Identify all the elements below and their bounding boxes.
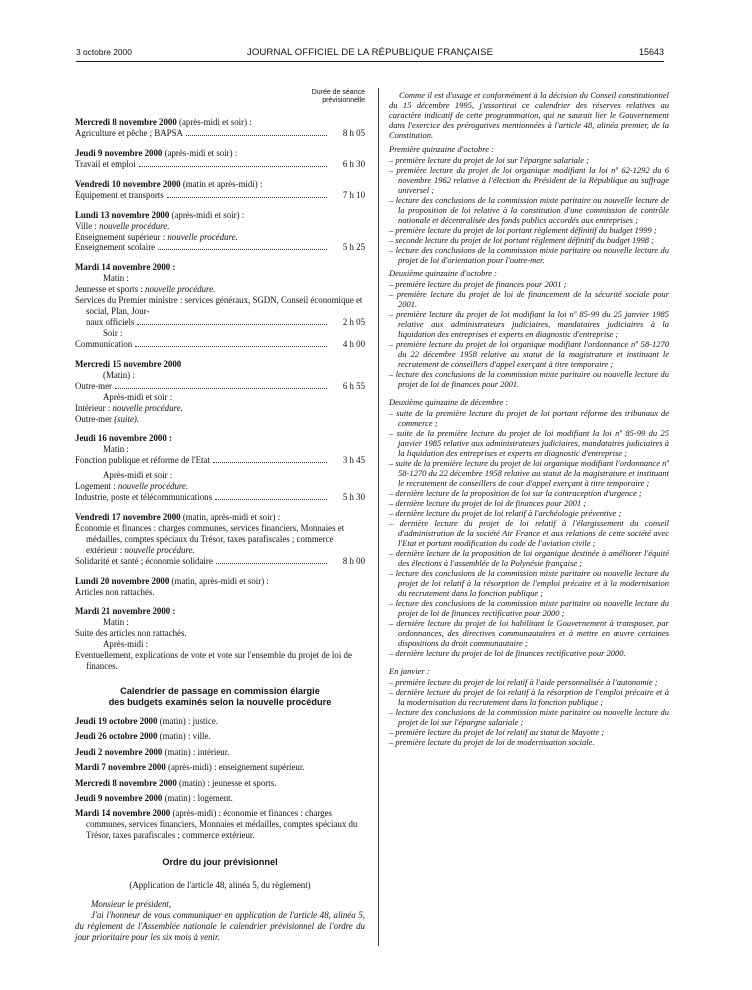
agenda-item: – première lecture du projet de loi de modernisation sociale.: [389, 737, 595, 747]
schedule-day: Jeudi 16 novembre 2000 : Matin : Fonction publique et réforme de l'Etat 3 h 45 Après-midi et soir : Logement : nouvelle procédure. Industrie, poste et télécommunications 5 h 30: [75, 433, 365, 503]
schedule-day: Mardi 14 novembre 2000 : Matin : Jeunesse et sports : nouvelle procédure. Services du Premier ministre : services généraux, SGDN, Conseil économique et social, Plan, Jour- naux officiels 2 h 05 Soir : Communication 4 h 00: [75, 262, 365, 349]
schedule-day: Mercredi 8 novembre 2000 (après-midi et soir) : Agriculture et pêche ; BAPSA 8 h 05: [75, 117, 365, 138]
duration: 5 h 25: [342, 242, 365, 253]
agenda-item: – lecture des conclusions de la commission mixte paritaire ou nouvelle lecture du projet de loi sur l'épargne salariale ;: [389, 707, 669, 727]
agenda-item: – dernière lecture du projet de loi relatif à l'élargissement du conseil d'administration de la société Air France et aux relations de cette société avec l'Etat et portant modification du code de l'aviation civile ;: [389, 518, 669, 548]
agenda-title: Ordre du jour prévisionnel: [162, 857, 278, 868]
calendar-entry: Jeudi 2 novembre 2000 (matin) : intérieur.: [75, 746, 230, 757]
schedule-line: Travail et emploi 6 h 30: [75, 158, 365, 169]
agenda-item: – lecture des conclusions de la commission mixte paritaire ou nouvelle lecture du projet de loi de finances pour 2001.: [389, 369, 669, 389]
agenda-period: [389, 144, 669, 265]
agenda-application-note: (Application de l'article 48, alinéa 5, du règlement): [129, 879, 311, 890]
calendar-entry: Jeudi 26 octobre 2000 (matin) : ville.: [75, 731, 211, 742]
schedule-line: Solidarité et santé ; économie solidaire 8 h 00: [75, 555, 365, 566]
schedule-line: naux officiels 2 h 05: [86, 316, 365, 327]
intro-paragraph: Comme il est d'usage et conformément à la décision du Conseil constitutionnel du 15 décembre 1995, j'assortirai ce calendrier des réserves relatives au caractère indicatif de cette programmation, qui ne saurait lier le Gouvernement dans l'exercice des prérogatives mentionnées à l'article 48, alinéa premier, de la Constitution.: [389, 90, 669, 140]
left-column: [75, 89, 365, 943]
duration: 6 h 55: [342, 380, 365, 391]
agenda-item: – lecture des conclusions de la commission mixte paritaire ou nouvelle lecture du projet de loi de finances rectificative pour 2000 ;: [389, 598, 669, 618]
period-title: Première quinzaine d'octobre :: [389, 144, 494, 154]
agenda-item: – suite de la première lecture du projet de loi portant réforme des tribunaux de commerce ;: [389, 408, 669, 428]
period-title: Deuxième quinzaine d'octobre :: [389, 268, 497, 278]
agenda-item: – dernière lecture de la proposition de loi organique destinée à améliorer l'équité des élections à l'assemblée de la Polynésie française ;: [389, 548, 669, 568]
schedule-line: Agriculture et pêche ; BAPSA 8 h 05: [75, 127, 365, 138]
agenda-item: – suite de la première lecture du projet de loi organique modifiant l'ordonnance nº 58-1270 du 22 décembre 1958 relative au statut de la magistrature et instituant le recrutement de conseillers de cour d'appel exerçant à titre temporaire ;: [389, 458, 669, 488]
agenda-item: – première lecture du projet de loi organique modifiant l'ordonnance nº 58-1270 du 22 décembre 1958 relative au statut de la magistrature et instituant le recrutement de conseillers d'appel exerçant à titre temporaire ;: [389, 339, 669, 369]
header-page-number: 15643: [638, 47, 664, 57]
period-title: En janvier :: [389, 666, 430, 676]
schedule-day: Mercredi 15 novembre 2000 (Matin) : Outre-mer 6 h 55 Après-midi et soir : Intérieur : nouvelle procédure. Outre-mer (suite).: [75, 358, 365, 424]
agenda-period: [389, 397, 669, 658]
calendar-entry: Mardi 7 novembre 2000 (après-midi) : enseignement supérieur.: [75, 762, 305, 773]
header-rule: [76, 61, 664, 62]
commission-calendar-title: Calendrier de passage en commission élargie des budgets examinés selon la nouvelle procédure: [108, 685, 332, 707]
calendar-entry: Jeudi 9 novembre 2000 (matin) : logement.: [75, 792, 233, 803]
schedule-day: Mardi 21 novembre 2000 : Matin : Suite des articles non rattachés. Après-midi : Eventuellement, explications de vote et vote sur l'ensemble du projet de loi de finances.: [75, 606, 352, 671]
letter-body: J'ai l'honneur de vous communiquer en application de l'article 48, alinéa 5, du règlement de l'Assemblée nationale le calendrier prévisionnel de l'ordre du jour prioritaire pour les six mois à venir.: [75, 909, 365, 942]
right-column: [389, 90, 669, 747]
agenda-item: – seconde lecture du projet de loi portant règlement définitif du budget 1998 ;: [389, 235, 654, 245]
duration: 2 h 05: [342, 316, 365, 327]
header-journal-title: JOURNAL OFFICIEL DE LA RÉPUBLIQUE FRANÇAISE: [246, 47, 494, 58]
agenda-period: [389, 268, 669, 389]
agenda-item: – première lecture du projet de loi de financement de la sécurité sociale pour 2001.: [389, 289, 669, 309]
calendar-entry: Mercredi 8 novembre 2000 (matin) : jeunesse et sports.: [75, 777, 277, 788]
schedule-line: Fonction publique et réforme de l'Etat 3 h 45: [75, 455, 365, 466]
duration: 8 h 00: [342, 555, 365, 566]
calendar-entry: Mardi 14 novembre 2000 (après-midi) : économie et finances : charges communes, services financiers, Monnaies et médailles, comptes spéciaux du Trésor, taxes parafiscales ; commerce extérieur.: [75, 808, 358, 841]
duration-column-heading: Durée de séance prévisionnelle: [311, 89, 365, 104]
agenda-item: – première lecture du projet de loi portant règlement définitif du budget 1999 ;: [389, 225, 657, 235]
agenda-item: – première lecture du projet de loi relatif à l'aide personnalisée à l'autonomie ;: [389, 677, 658, 687]
schedule-day: Lundi 13 novembre 2000 (après-midi et soir) : Ville : nouvelle procédure. Enseignement supérieur : nouvelle procédure. Enseignement scolaire 5 h 25: [75, 209, 365, 253]
duration: 3 h 45: [342, 455, 365, 466]
duration: 6 h 30: [342, 158, 365, 169]
agenda-item: – première lecture du projet de loi organique modifiant la loi nº 62-1292 du 6 novembre 1962 relative à l'élection du Président de la République au suffrage universel ;: [389, 165, 669, 195]
period-title: Deuxième quinzaine de décembre :: [389, 397, 509, 407]
schedule-line: Équipement et transports 7 h 10: [75, 189, 365, 200]
schedule-line: Enseignement scolaire 5 h 25: [75, 242, 365, 253]
calendar-entry: Jeudi 19 octobre 2000 (matin) : justice.: [75, 715, 219, 726]
header-date: 3 octobre 2000: [76, 47, 132, 57]
schedule-day: Vendredi 10 novembre 2000 (matin et après-midi) : Équipement et transports 7 h 10: [75, 178, 365, 200]
agenda-item: – dernière lecture du projet de loi de finances pour 2001 ;: [389, 498, 587, 508]
letter-salutation: Monsieur le président,: [91, 898, 172, 909]
agenda-item: – dernière lecture de la proposition de loi sur la contraception d'urgence ;: [389, 488, 642, 498]
agenda-item: – lecture des conclusions de la commission mixte paritaire ou nouvelle lecture du projet de loi d'orientation pour l'outre-mer.: [389, 245, 669, 265]
agenda-period: [389, 666, 669, 747]
schedule-day: Jeudi 9 novembre 2000 (après-midi et soir) : Travail et emploi 6 h 30: [75, 147, 365, 169]
duration: 4 h 00: [342, 338, 365, 349]
duration: 8 h 05: [342, 127, 365, 138]
duration: 5 h 30: [342, 492, 365, 503]
agenda-item: – dernière lecture du projet de loi de finances rectificative pour 2000.: [389, 648, 626, 658]
page-header: [76, 47, 664, 59]
agenda-item: – dernière lecture du projet de loi relatif à l'archéologie préventive ;: [389, 508, 622, 518]
commission-calendar: [75, 716, 365, 841]
schedule-day: Lundi 20 novembre 2000 (matin, après-midi et soir) : Articles non rattachés.: [75, 575, 269, 597]
schedule-line: Outre-mer 6 h 55: [75, 380, 365, 391]
agenda-item: – lecture des conclusions de la commission mixte paritaire ou nouvelle lecture du projet de loi relatif à la résorption de l'emploi précaire et à la modernisation du recrutement dans la fonction publique ;: [389, 568, 669, 598]
agenda-item: – dernière lecture du projet de loi relatif à la résorption de l'emploi précaire et à la modernisation du recrutement dans la fonction publique ;: [389, 687, 669, 707]
agenda-item: – lecture des conclusions de la commission mixte paritaire ou nouvelle lecture de la proposition de loi relative à la constitution d'une commission de contrôle nationale et décentralisée des fonds publics accordés aux entreprises ;: [389, 195, 669, 225]
agenda-item: – première lecture du projet de loi sur l'épargne salariale ;: [389, 155, 589, 165]
duration: 7 h 10: [342, 189, 365, 200]
agenda-item: – première lecture du projet de loi relatif au statut de Mayotte ;: [389, 727, 605, 737]
schedule-day: Vendredi 17 novembre 2000 (matin, après-midi et soir) : Économie et finances : charges communes, services financiers, Monnaies et médailles, comptes spéciaux du Trésor, taxes parafiscales ; commerce extérieur : nouvelle procédure. Solidarité et santé ; économie solidaire 8 h 00: [75, 512, 365, 566]
agenda-item: – dernière lecture du projet de loi habilitant le Gouvernement à transposer, par ordonnances, des directives communautaires et à mettre en œuvre certaines dispositions du droit communautaire ;: [389, 618, 669, 648]
agenda-item: – première lecture du projet de finances pour 2001 ;: [389, 279, 567, 289]
agenda-item: – première lecture du projet de loi modifiant la loi nº 85-99 du 25 janvier 1985 relative aux administrateurs judiciaires, mandataires judiciaires à la liquidation des entreprises et experts en diagnostic d'entreprise ;: [389, 309, 669, 339]
schedule-line: Communication 4 h 00: [75, 338, 365, 349]
column-separator: [378, 88, 379, 946]
schedule-line: Industrie, poste et télécommunications 5 h 30: [75, 492, 365, 503]
agenda-item: – suite de la première lecture du projet de loi modifiant la loi nº 85-99 du 25 janvier 1985 relative aux administrateurs judiciaires, mandataires judiciaires à la liquidation des entreprises et experts en diagnostic d'entreprise ;: [389, 428, 669, 458]
